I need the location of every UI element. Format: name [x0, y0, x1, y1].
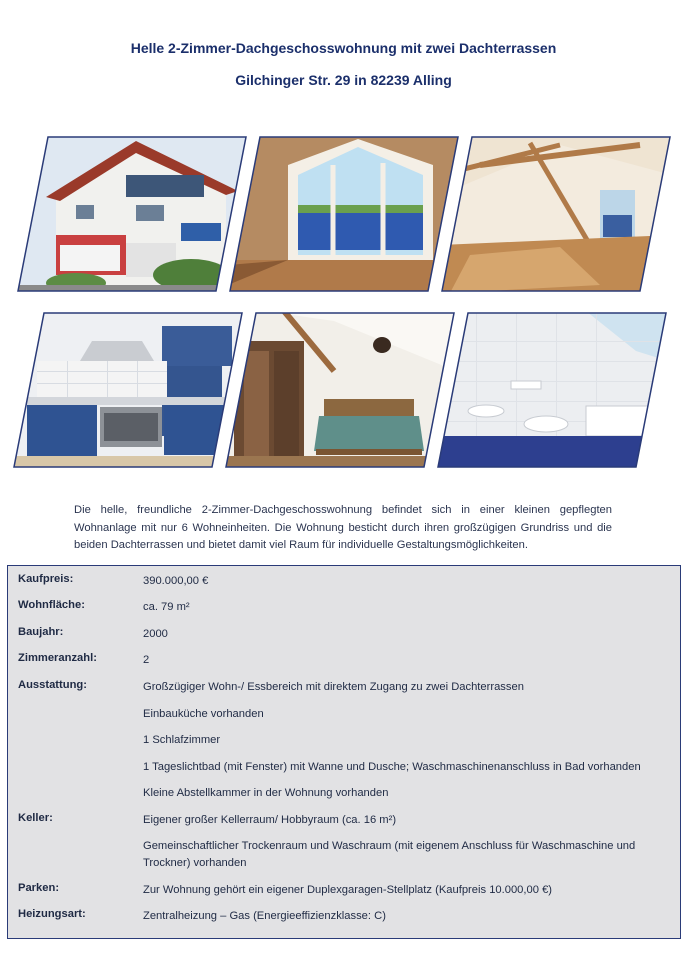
ausstattung-item: 1 Tageslichtbad (mit Fenster) mit Wanne und Dusche; Waschmaschinenanschluss in Bad vorhanden [143, 761, 641, 773]
baujahr-value: 2000 [143, 628, 168, 640]
keller-item: Eigener großer Kellerraum/ Hobbyraum (ca. 16 m²) [143, 814, 397, 826]
parken-value: Zur Wohnung gehört ein eigener Duplexgaragen-Stellplatz (Kaufpreis 10.000,00 €) [143, 884, 553, 896]
parken-label: Parken: [18, 882, 60, 894]
zimmer-value: 2 [143, 654, 150, 666]
property-description: Die helle, freundliche 2-Zimmer-Dachgeschosswohnung befindet sich in einer kleinen gepflegten Wohnanlage mit nur 6 Wohneinheiten. Die Wohnung besticht durch ihren großzügigen Grundriss und die beiden Dachterrassen und bietet damit viel Raum für individuelle Gestaltungsmöglichkeiten. [74, 504, 612, 551]
kaufpreis-value: 390.000,00 € [143, 575, 209, 587]
living-room-windows-photo [228, 135, 460, 293]
page-title: Helle 2-Zimmer-Dachgeschosswohnung mit zwei Dachterrassen [130, 40, 557, 56]
kaufpreis-label: Kaufpreis: [18, 573, 74, 585]
ausstattung-item: Kleine Abstellkammer in der Wohnung vorhanden [143, 787, 389, 799]
ausstattung-label: Ausstattung: [18, 679, 87, 691]
property-facts-box [7, 565, 681, 939]
ausstattung-item: 1 Schlafzimmer [143, 734, 221, 746]
keller-item: Gemeinschaftlicher Trockenraum und Waschraum (mit eigenem Anschluss für Waschmaschine und Trockner) vorhanden [143, 840, 636, 869]
kitchen-photo [12, 311, 244, 469]
house-exterior-photo [16, 135, 248, 293]
heizung-value: Zentralheizung – Gas (Energieeffizienzklasse: C) [143, 910, 386, 922]
bedroom-photo [224, 311, 456, 469]
address-subtitle: Gilchinger Str. 29 in 82239 Alling [235, 72, 452, 88]
wohnflaeche-label: Wohnfläche: [18, 599, 85, 611]
baujahr-label: Baujahr: [18, 626, 64, 638]
bathroom-photo [436, 311, 668, 469]
wohnflaeche-value: ca. 79 m² [143, 601, 190, 613]
heizung-label: Heizungsart: [18, 908, 86, 920]
attic-room-photo [440, 135, 672, 293]
ausstattung-item: Großzügiger Wohn-/ Essbereich mit direktem Zugang zu zwei Dachterrassen [143, 681, 524, 693]
keller-label: Keller: [18, 812, 53, 824]
ausstattung-item: Einbauküche vorhanden [143, 708, 264, 720]
zimmer-label: Zimmeranzahl: [18, 652, 97, 664]
